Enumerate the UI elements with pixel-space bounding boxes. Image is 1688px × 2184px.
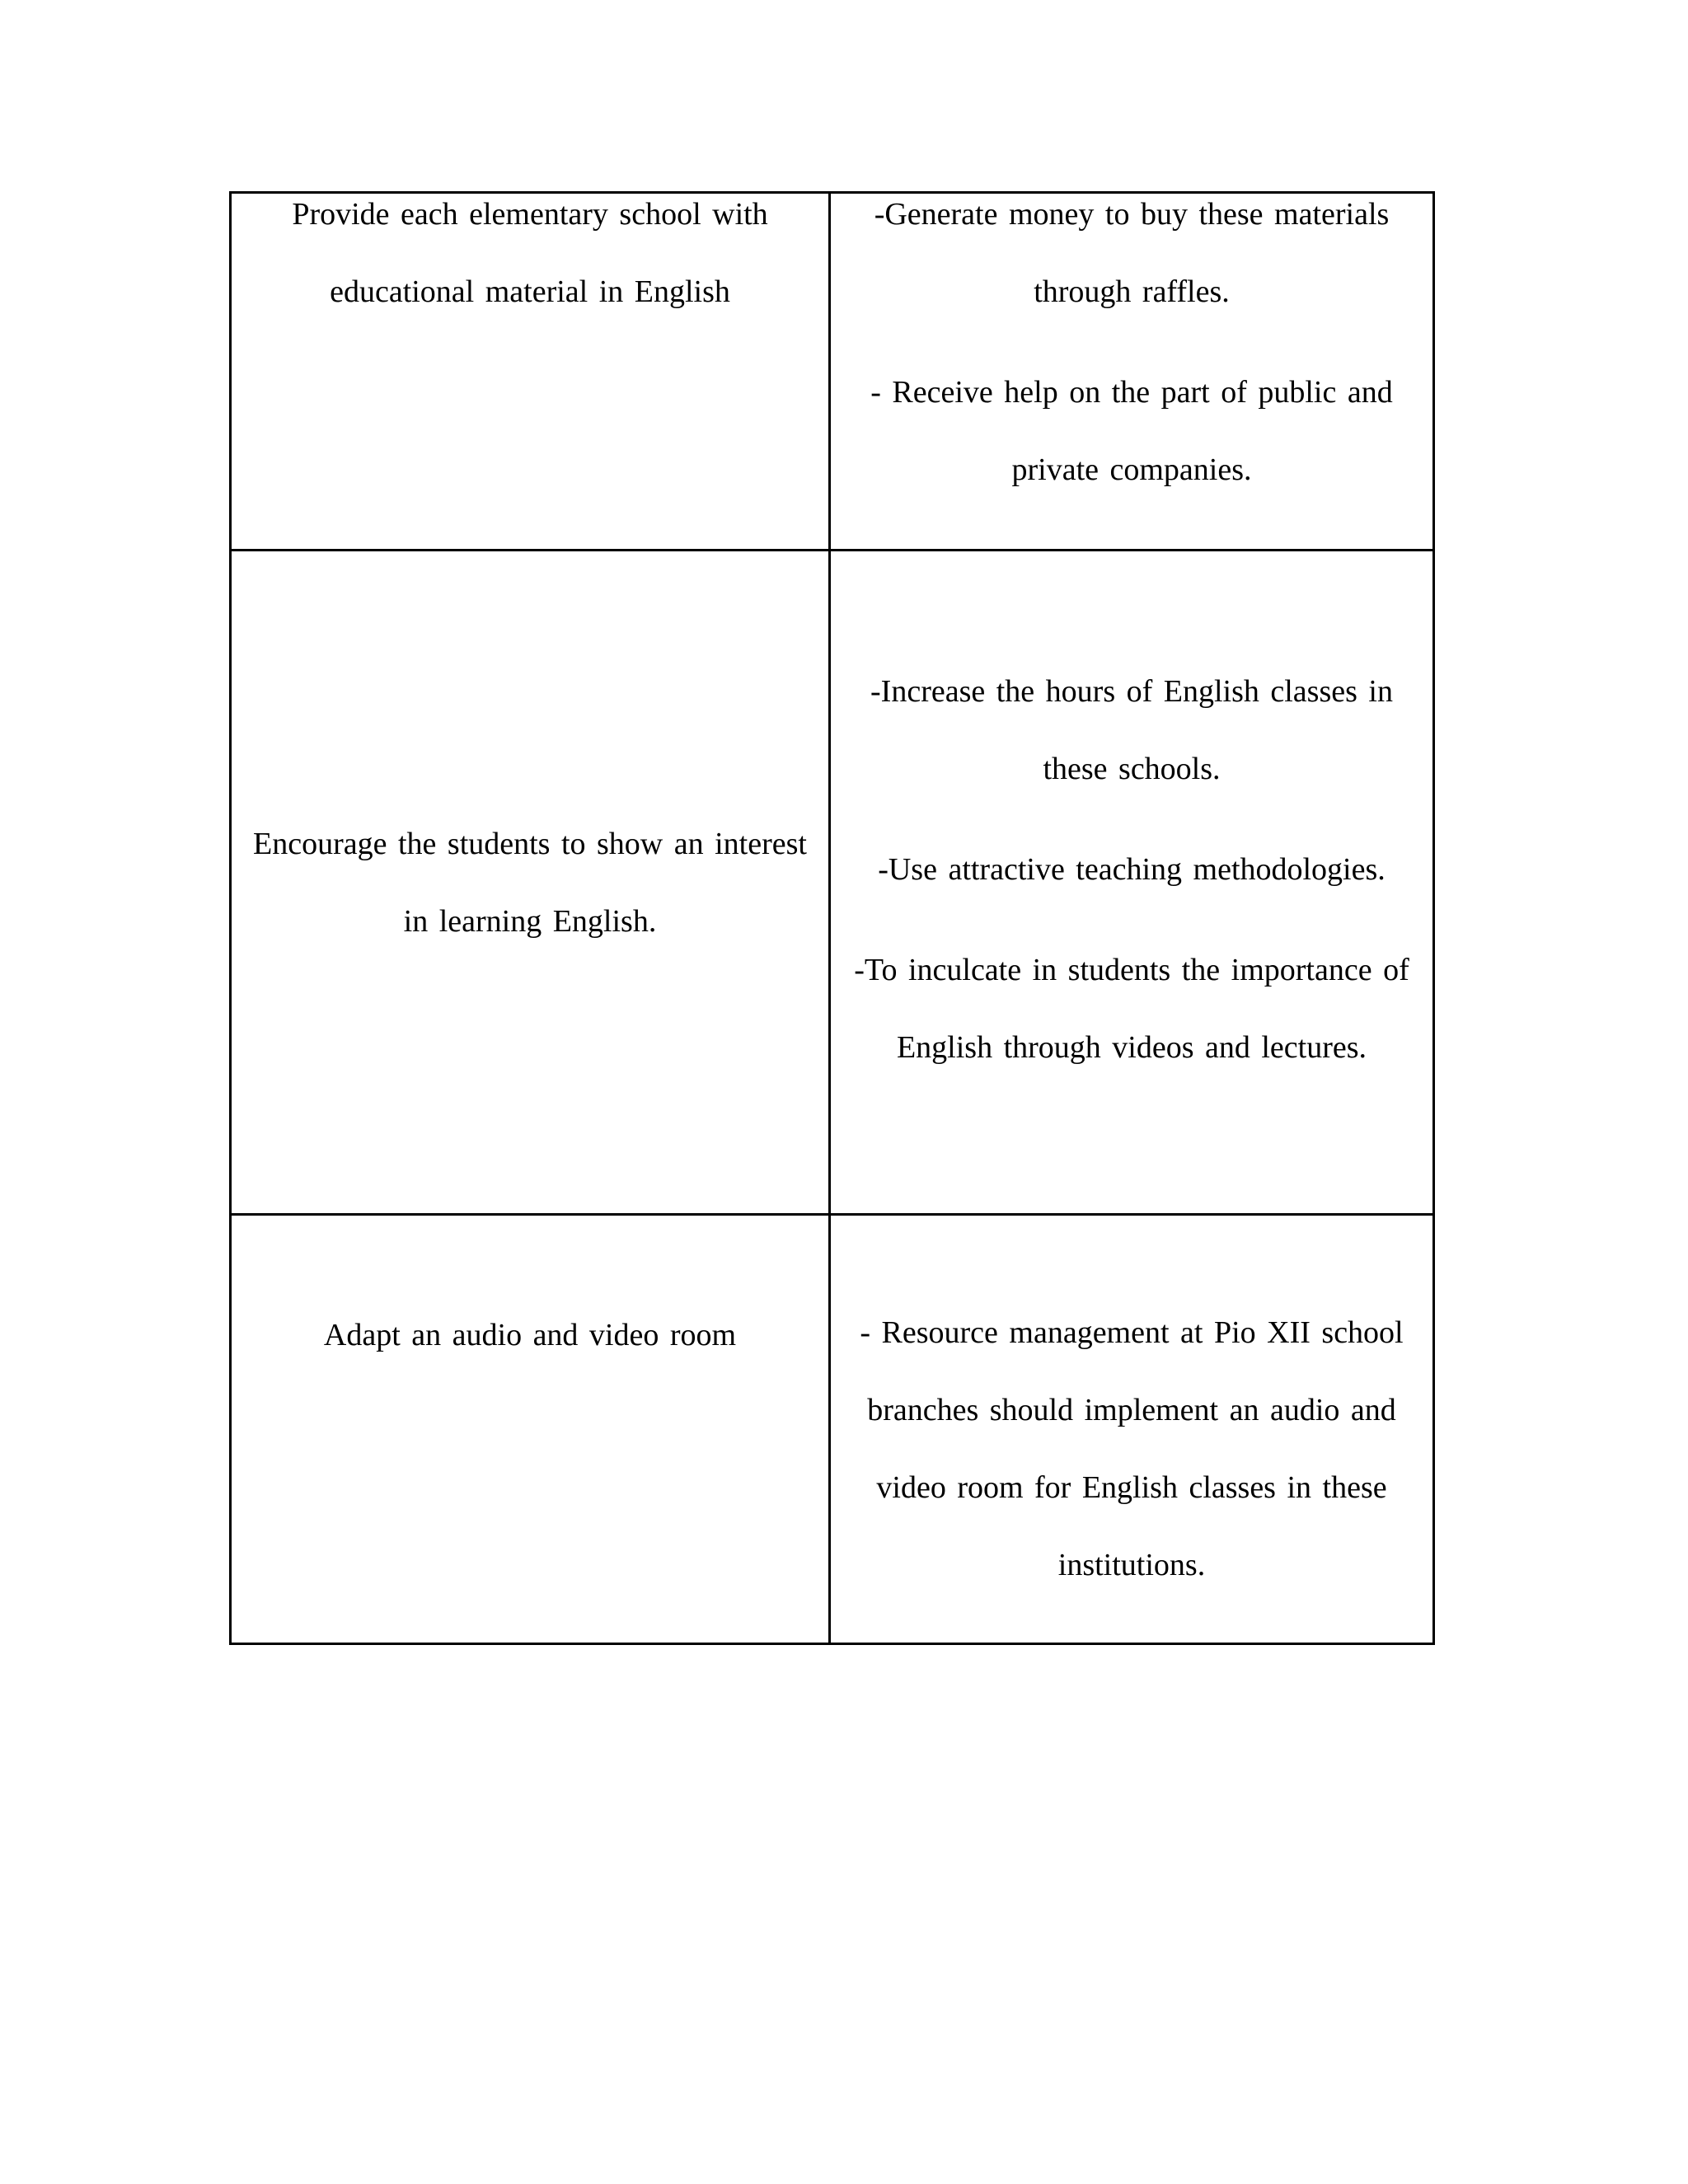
action-text: -Generate money to buy these materials through raffles. <box>874 197 1390 309</box>
action-text: - Receive help on the part of public and private companies. <box>870 375 1393 487</box>
table-row <box>231 1215 1434 1644</box>
objective-text: Encourage the students to show an interest in learning English. <box>253 826 807 939</box>
table-row <box>231 193 1434 551</box>
action-text: -Increase the hours of English classes in these schools. <box>870 673 1393 786</box>
objective-text: Adapt an audio and video room <box>323 1318 737 1352</box>
objective-cell <box>231 193 830 551</box>
objective-cell <box>231 551 830 1215</box>
action-text: -Use attractive teaching methodologies. <box>878 851 1386 887</box>
objectives-actions-table <box>229 191 1435 1645</box>
actions-list <box>849 653 1414 1086</box>
objective-text: Provide each elementary school with educational material in English <box>292 197 768 309</box>
table-row <box>231 551 1434 1215</box>
action-text: - Resource management at Pio XII school branches should implement an audio and video room for English classes in these institutions. <box>860 1315 1404 1582</box>
actions-cell <box>830 1215 1434 1644</box>
actions-cell <box>830 551 1434 1215</box>
actions-list <box>849 1294 1414 1604</box>
objective-cell <box>231 1215 830 1644</box>
action-text: -To inculcate in students the importance of English through videos and lectures. <box>854 952 1409 1065</box>
actions-cell <box>830 193 1434 551</box>
